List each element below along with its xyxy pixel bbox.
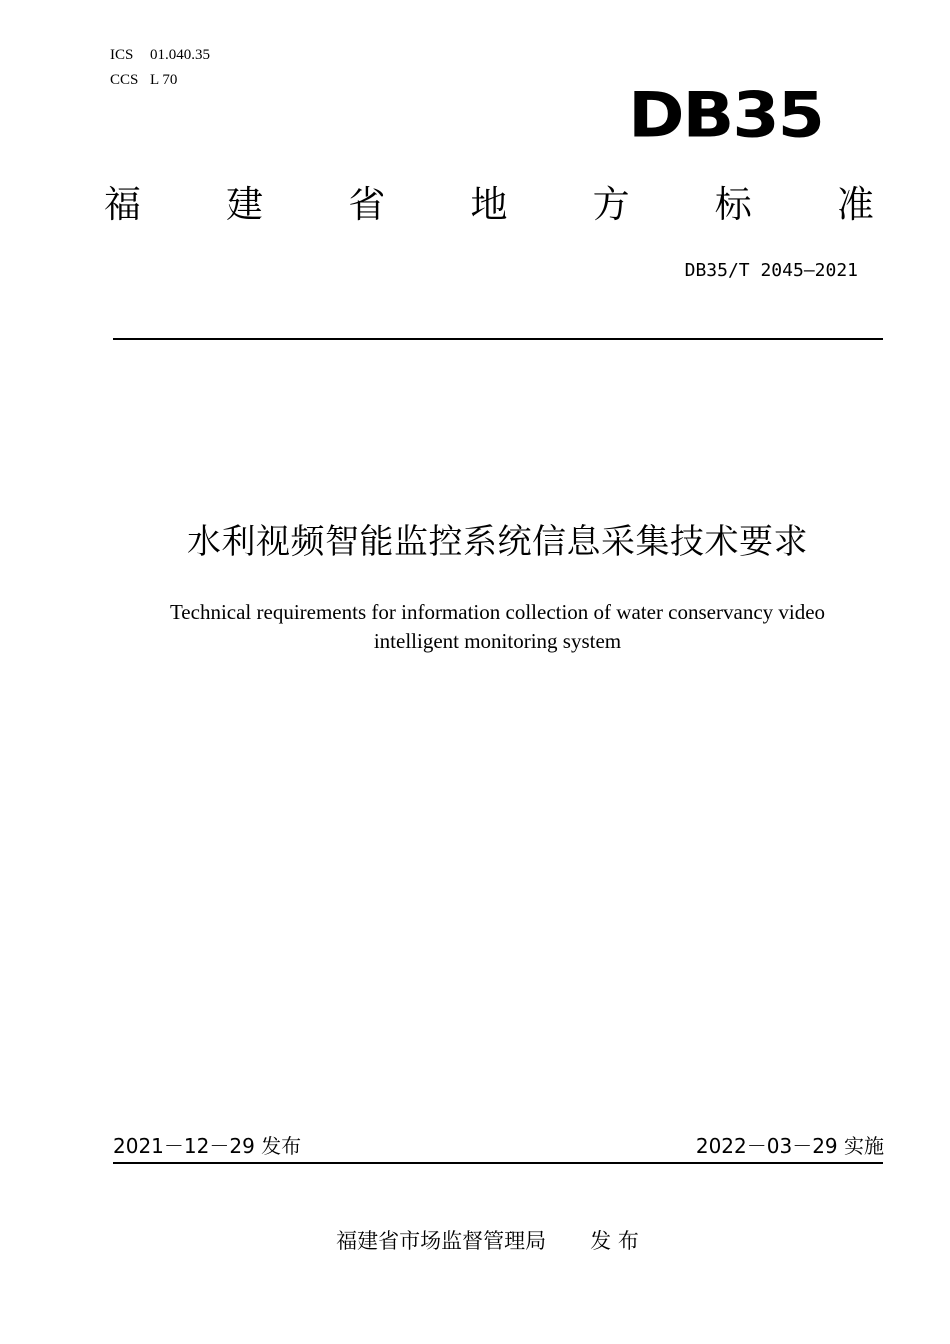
ics-label: ICS — [110, 47, 134, 63]
standard-type-char: 建 — [226, 183, 264, 226]
title-english-line-1: Technical requirements for information collection of water conservancy video — [169, 600, 826, 624]
title-english-line-2: intelligent monitoring system — [373, 629, 622, 653]
standard-type-char: 地 — [470, 183, 508, 226]
standard-type-title — [104, 180, 874, 230]
standard-type-char: 省 — [348, 183, 386, 226]
standard-number: DB35/T 2045—2021 — [684, 260, 858, 281]
implementation-date: 2022－03－29 实施 — [695, 1134, 884, 1158]
release-date: 2021－12－29 发布 — [113, 1134, 302, 1158]
ccs-code — [110, 71, 177, 89]
ics-value: 01.040.35 — [150, 47, 210, 63]
top-divider — [113, 338, 883, 340]
title-english — [0, 598, 950, 656]
bottom-divider — [113, 1162, 883, 1164]
standard-type-char: 福 — [104, 183, 141, 226]
standard-type-char: 标 — [714, 183, 752, 226]
ics-code — [110, 46, 210, 64]
title-chinese: 水利视频智能监控系统信息采集技术要求 — [187, 522, 808, 562]
ccs-label: CCS — [110, 72, 139, 88]
publisher-action: 发 布 — [590, 1229, 639, 1253]
standard-type-char: 准 — [836, 183, 874, 226]
publisher-name: 福建省市场监督管理局 — [336, 1229, 547, 1253]
publisher-line — [0, 1226, 950, 1256]
db35-logo: DB35 — [628, 79, 823, 153]
standard-type-char: 方 — [592, 183, 630, 226]
ccs-value: L 70 — [150, 72, 178, 88]
